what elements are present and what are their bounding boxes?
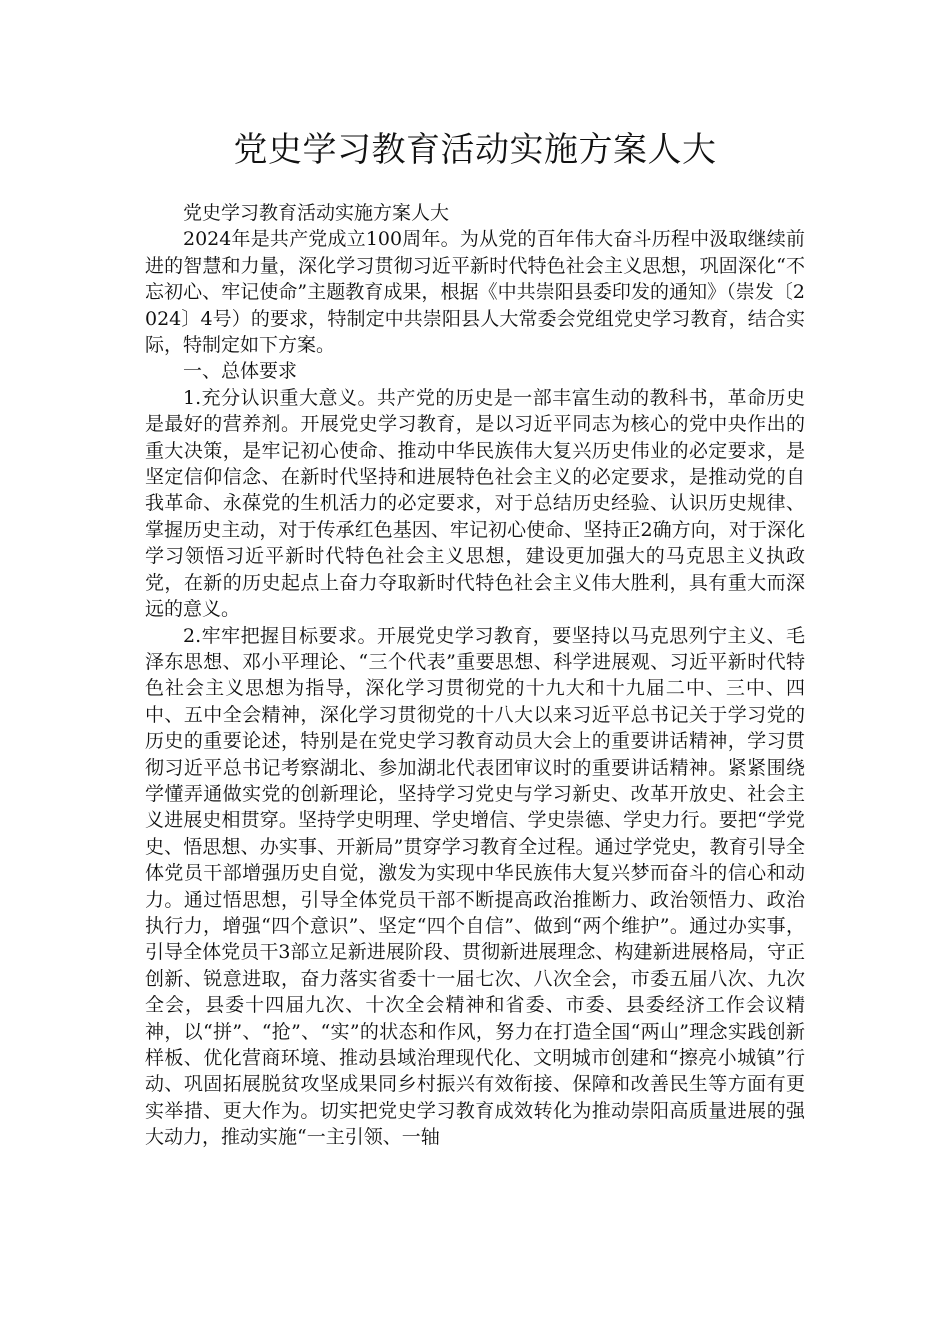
section-heading-general-requirements: 一、总体要求: [183, 360, 298, 383]
document-title: 党史学习教育活动实施方案人大: [233, 130, 717, 170]
goals-paragraph: 2.牢牢把握目标要求。开展党史学习教育，要坚持以马克思列宁主义、毛泽东思想、邓小平理论、“三个代表”重要思想、科学进展观、习近平新时代特色社会主义思想为指导，深化学习贯彻党的十九大和十九届二中、三中、四中、五中全会精神，深化学习贯彻党的十八大以来习近平总书记关于学习党的历史的重要论述，特别是在党史学习教育动员大会上的重要讲话精神，学习贯彻习近平总书记考察湖北、参加湖北代表团审议时的重要讲话精神。紧紧围绕学懂弄通做实党的创新理论，坚持学习党史与学习新史、改革开放史、社会主义进展史相贯穿。坚持学史明理、学史增信、学史崇德、学史力行。要把“学党史、悟思想、办实事、开新局”贯穿学习教育全过程。通过学党史，教育引导全体党员干部增强历史自觉，激发为实现中华民族伟大复兴梦而奋斗的信心和动力。通过悟思想，引导全体党员干部不断提高政治推断力、政治领悟力、政治执行力，增强“四个意识”、坚定“四个自信”、做到“两个维护”。通过办实事，引导全体党员干3部立足新进展阶段、贯彻新进展理念、构建新进展格局，守正创新、锐意进取，奋力落实省委十一届七次、八次全会，市委五届八次、九次全会，县委十四届九次、十次全会精神和省委、市委、县委经济工作会议精神，以“拼”、“抢”、“实”的状态和作风，努力在打造全国“两山”理念实践创新样板、优化营商环境、推动县域治理现代化、文明城市创建和“擦亮小城镇”行动、巩固拓展脱贫攻坚成果同乡村振兴有效衔接、保障和改善民生等方面有更实举措、更大作为。切实把党史学习教育成效转化为推动崇阳高质量进展的强大动力，推动实施“一主引领、一轴: [145, 624, 805, 1149]
subtitle-paragraph: 党史学习教育活动实施方案人大: [183, 202, 450, 224]
significance-paragraph: 1.充分认识重大意义。共产党的历史是一部丰富生动的教科书，革命历史是最好的营养剂。开展党史学习教育，是以习近平同志为核心的党中央作出的重大决策，是牢记初心使命、推动中华民族伟大复兴历史伟业的必定要求，是坚定信仰信念、在新时代坚持和进展特色社会主义的必定要求，是推动党的自我革命、永葆党的生机活力的必定要求，对于总结历史经验、认识历史规律、掌握历史主动，对于传承红色基因、牢记初心使命、坚持正2确方向，对于深化学习领悟习近平新时代特色社会主义思想，建设更加强大的马克思主义执政党，在新的历史起点上奋力夺取新时代特色社会主义伟大胜利，具有重大而深远的意义。: [145, 386, 805, 621]
document-page: [145, 120, 805, 1151]
intro-paragraph: 2024年是共产党成立100周年。为从党的百年伟大奋斗历程中汲取继续前进的智慧和力量，深化学习贯彻习近平新时代特色社会主义思想，巩固深化“不忘初心、牢记使命”主题教育成果，根据《中共崇阳县委印发的通知》（崇发〔2024〕4号）的要求，特制定中共崇阳县人大常委会党组党史学习教育，结合实际，特制定如下方案。: [145, 228, 805, 357]
